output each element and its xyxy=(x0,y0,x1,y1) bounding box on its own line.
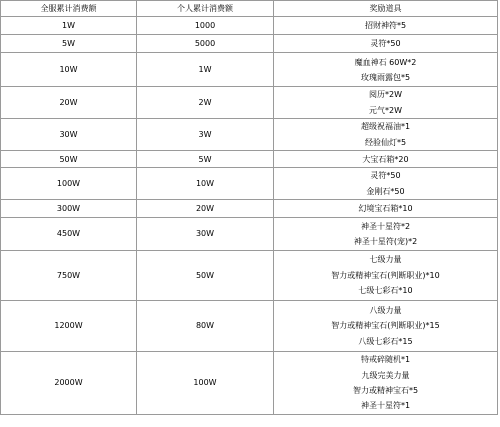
table-row xyxy=(1,87,498,119)
reward-item: 八级力量 xyxy=(369,305,402,315)
reward-item: 金刚石*50 xyxy=(366,186,405,196)
reward-item: 大宝石箱*20 xyxy=(362,154,409,164)
table-row xyxy=(1,352,498,415)
server-total-cell: 100W xyxy=(1,168,137,200)
personal-total-cell: 100W xyxy=(137,352,274,415)
reward-item: 灵符*50 xyxy=(370,171,401,181)
reward-item: 智力或精神宝石*5 xyxy=(352,386,419,396)
header-reward-items: 奖励道具 xyxy=(274,1,498,17)
table-row xyxy=(1,251,498,301)
personal-total-cell: 3W xyxy=(137,119,274,151)
reward-item: 九级完美力量 xyxy=(361,370,410,380)
server-total-cell: 5W xyxy=(1,35,137,53)
personal-total-cell: 5W xyxy=(137,151,274,168)
reward-items-cell xyxy=(274,17,498,35)
personal-total-cell: 20W xyxy=(137,200,274,218)
reward-item: 招财神符*5 xyxy=(364,21,407,31)
reward-items-cell xyxy=(274,200,498,218)
server-total-cell: 450W xyxy=(1,218,137,251)
reward-item: 智力或精神宝石(判断职业)*10 xyxy=(331,270,440,280)
reward-items-cell xyxy=(274,87,498,119)
server-total-cell: 1W xyxy=(1,17,137,35)
table-row xyxy=(1,35,498,53)
table-row xyxy=(1,301,498,352)
reward-item: 神圣十星符(宠)*2 xyxy=(353,237,418,247)
reward-item: 阅历*2W xyxy=(369,90,402,100)
reward-item: 神圣十星符*1 xyxy=(360,401,411,411)
server-total-cell: 750W xyxy=(1,251,137,301)
reward-item: 神圣十星符*2 xyxy=(360,221,411,231)
personal-total-cell: 1W xyxy=(137,53,274,87)
reward-items-cell xyxy=(274,251,498,301)
reward-item: 元气*2W xyxy=(369,105,402,115)
table-row xyxy=(1,151,498,168)
personal-total-cell: 50W xyxy=(137,251,274,301)
server-total-cell: 300W xyxy=(1,200,137,218)
table-row xyxy=(1,168,498,200)
table-row xyxy=(1,17,498,35)
header-personal-total: 个人累计消费额 xyxy=(137,1,274,17)
reward-item: 魔血神石 60W*2 xyxy=(354,57,417,67)
reward-item: 八级七彩石*15 xyxy=(358,336,413,346)
reward-items-cell xyxy=(274,352,498,415)
table-row xyxy=(1,200,498,218)
table-body xyxy=(1,17,498,415)
reward-item: 七级七彩石*10 xyxy=(358,286,413,296)
reward-items-cell xyxy=(274,53,498,87)
table-row xyxy=(1,53,498,87)
table-row xyxy=(1,218,498,251)
server-total-cell: 10W xyxy=(1,53,137,87)
reward-item: 玫瑰雨露包*5 xyxy=(360,72,411,82)
personal-total-cell: 10W xyxy=(137,168,274,200)
reward-items-cell xyxy=(274,119,498,151)
reward-item: 特戒碎随机*1 xyxy=(360,355,411,365)
server-total-cell: 30W xyxy=(1,119,137,151)
table-header-row xyxy=(1,1,498,17)
server-total-cell: 20W xyxy=(1,87,137,119)
personal-total-cell: 30W xyxy=(137,218,274,251)
reward-item: 七级力量 xyxy=(369,255,402,265)
reward-items-cell xyxy=(274,35,498,53)
reward-item: 超级祝福油*1 xyxy=(360,122,411,132)
reward-items-cell xyxy=(274,151,498,168)
reward-item: 经验仙灯*5 xyxy=(364,137,407,147)
personal-total-cell: 5000 xyxy=(137,35,274,53)
personal-total-cell: 1000 xyxy=(137,17,274,35)
reward-items-cell xyxy=(274,168,498,200)
server-total-cell: 50W xyxy=(1,151,137,168)
reward-item: 灵符*50 xyxy=(370,39,401,49)
personal-total-cell: 2W xyxy=(137,87,274,119)
server-total-cell: 2000W xyxy=(1,352,137,415)
reward-items-cell xyxy=(274,301,498,352)
personal-total-cell: 80W xyxy=(137,301,274,352)
reward-item: 幻境宝石箱*10 xyxy=(358,203,413,213)
reward-item: 智力或精神宝石(判断职业)*15 xyxy=(331,321,440,331)
reward-items-cell xyxy=(274,218,498,251)
header-server-total: 全服累计消费额 xyxy=(1,1,137,17)
table-row xyxy=(1,119,498,151)
server-total-cell: 1200W xyxy=(1,301,137,352)
